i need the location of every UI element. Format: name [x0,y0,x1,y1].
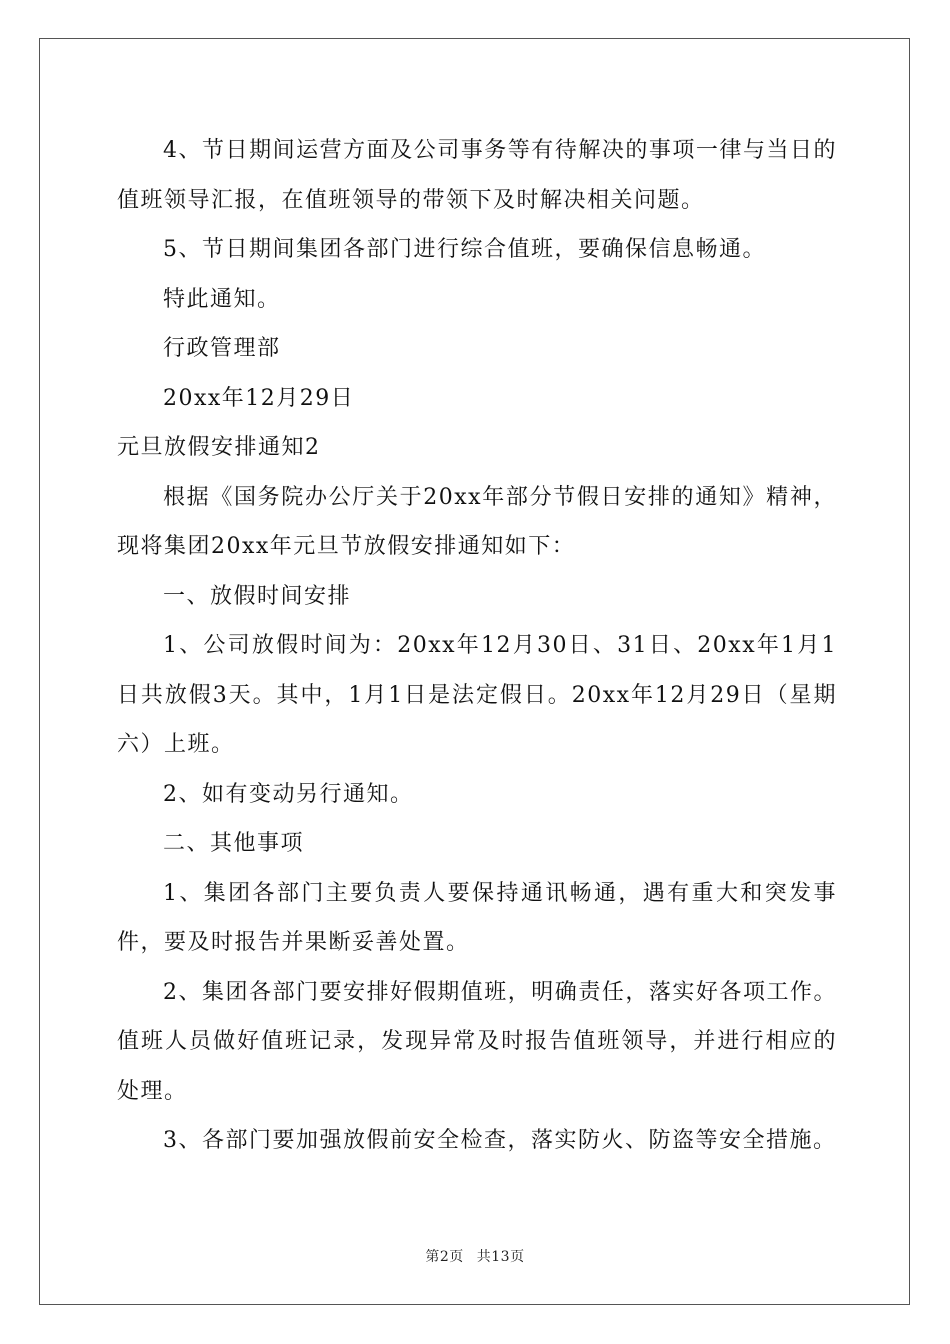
paragraph: 4、节日期间运营方面及公司事务等有待解决的事项一律与当日的值班领导汇报，在值班领导的带领下及时解决相关问题。 [117,138,837,213]
document-body [117,126,837,1166]
paragraph: 根据《国务院办公厅关于20xx年部分节假日安排的通知》精神，现将集团20xx年元旦节放假安排通知如下： [117,484,837,559]
paragraph: 1、集团各部门主要负责人要保持通讯畅通，遇有重大和突发事件，要及时报告并果断妥善处置。 [117,880,837,955]
paragraph: 3、各部门要加强放假前安全检查，落实防火、防盗等安全措施。 [163,1128,837,1153]
paragraph: 一、放假时间安排 [163,583,352,609]
paragraph: 2、如有变动另行通知。 [163,781,414,807]
paragraph: 行政管理部 [163,336,281,361]
paragraph: 20xx年12月29日 [163,385,355,411]
paragraph: 5、节日期间集团各部门进行综合值班，要确保信息畅通。 [163,237,766,262]
page-footer [0,1246,950,1266]
section-title: 元旦放假安排通知2 [117,435,321,460]
page-total: 共13页 [476,1249,525,1265]
page-number: 第2页 [425,1249,464,1265]
paragraph: 1、公司放假时间为：20xx年12月30日、31日、20xx年1月1日共放假3天。其中，1月1日是法定假日。20xx年12月29日（星期六）上班。 [117,633,837,757]
paragraph: 特此通知。 [163,286,281,312]
paragraph: 2、集团各部门要安排好假期值班，明确责任，落实好各项工作。值班人员做好值班记录，发现异常及时报告值班领导，并进行相应的处理。 [117,979,837,1104]
paragraph: 二、其他事项 [163,831,305,856]
